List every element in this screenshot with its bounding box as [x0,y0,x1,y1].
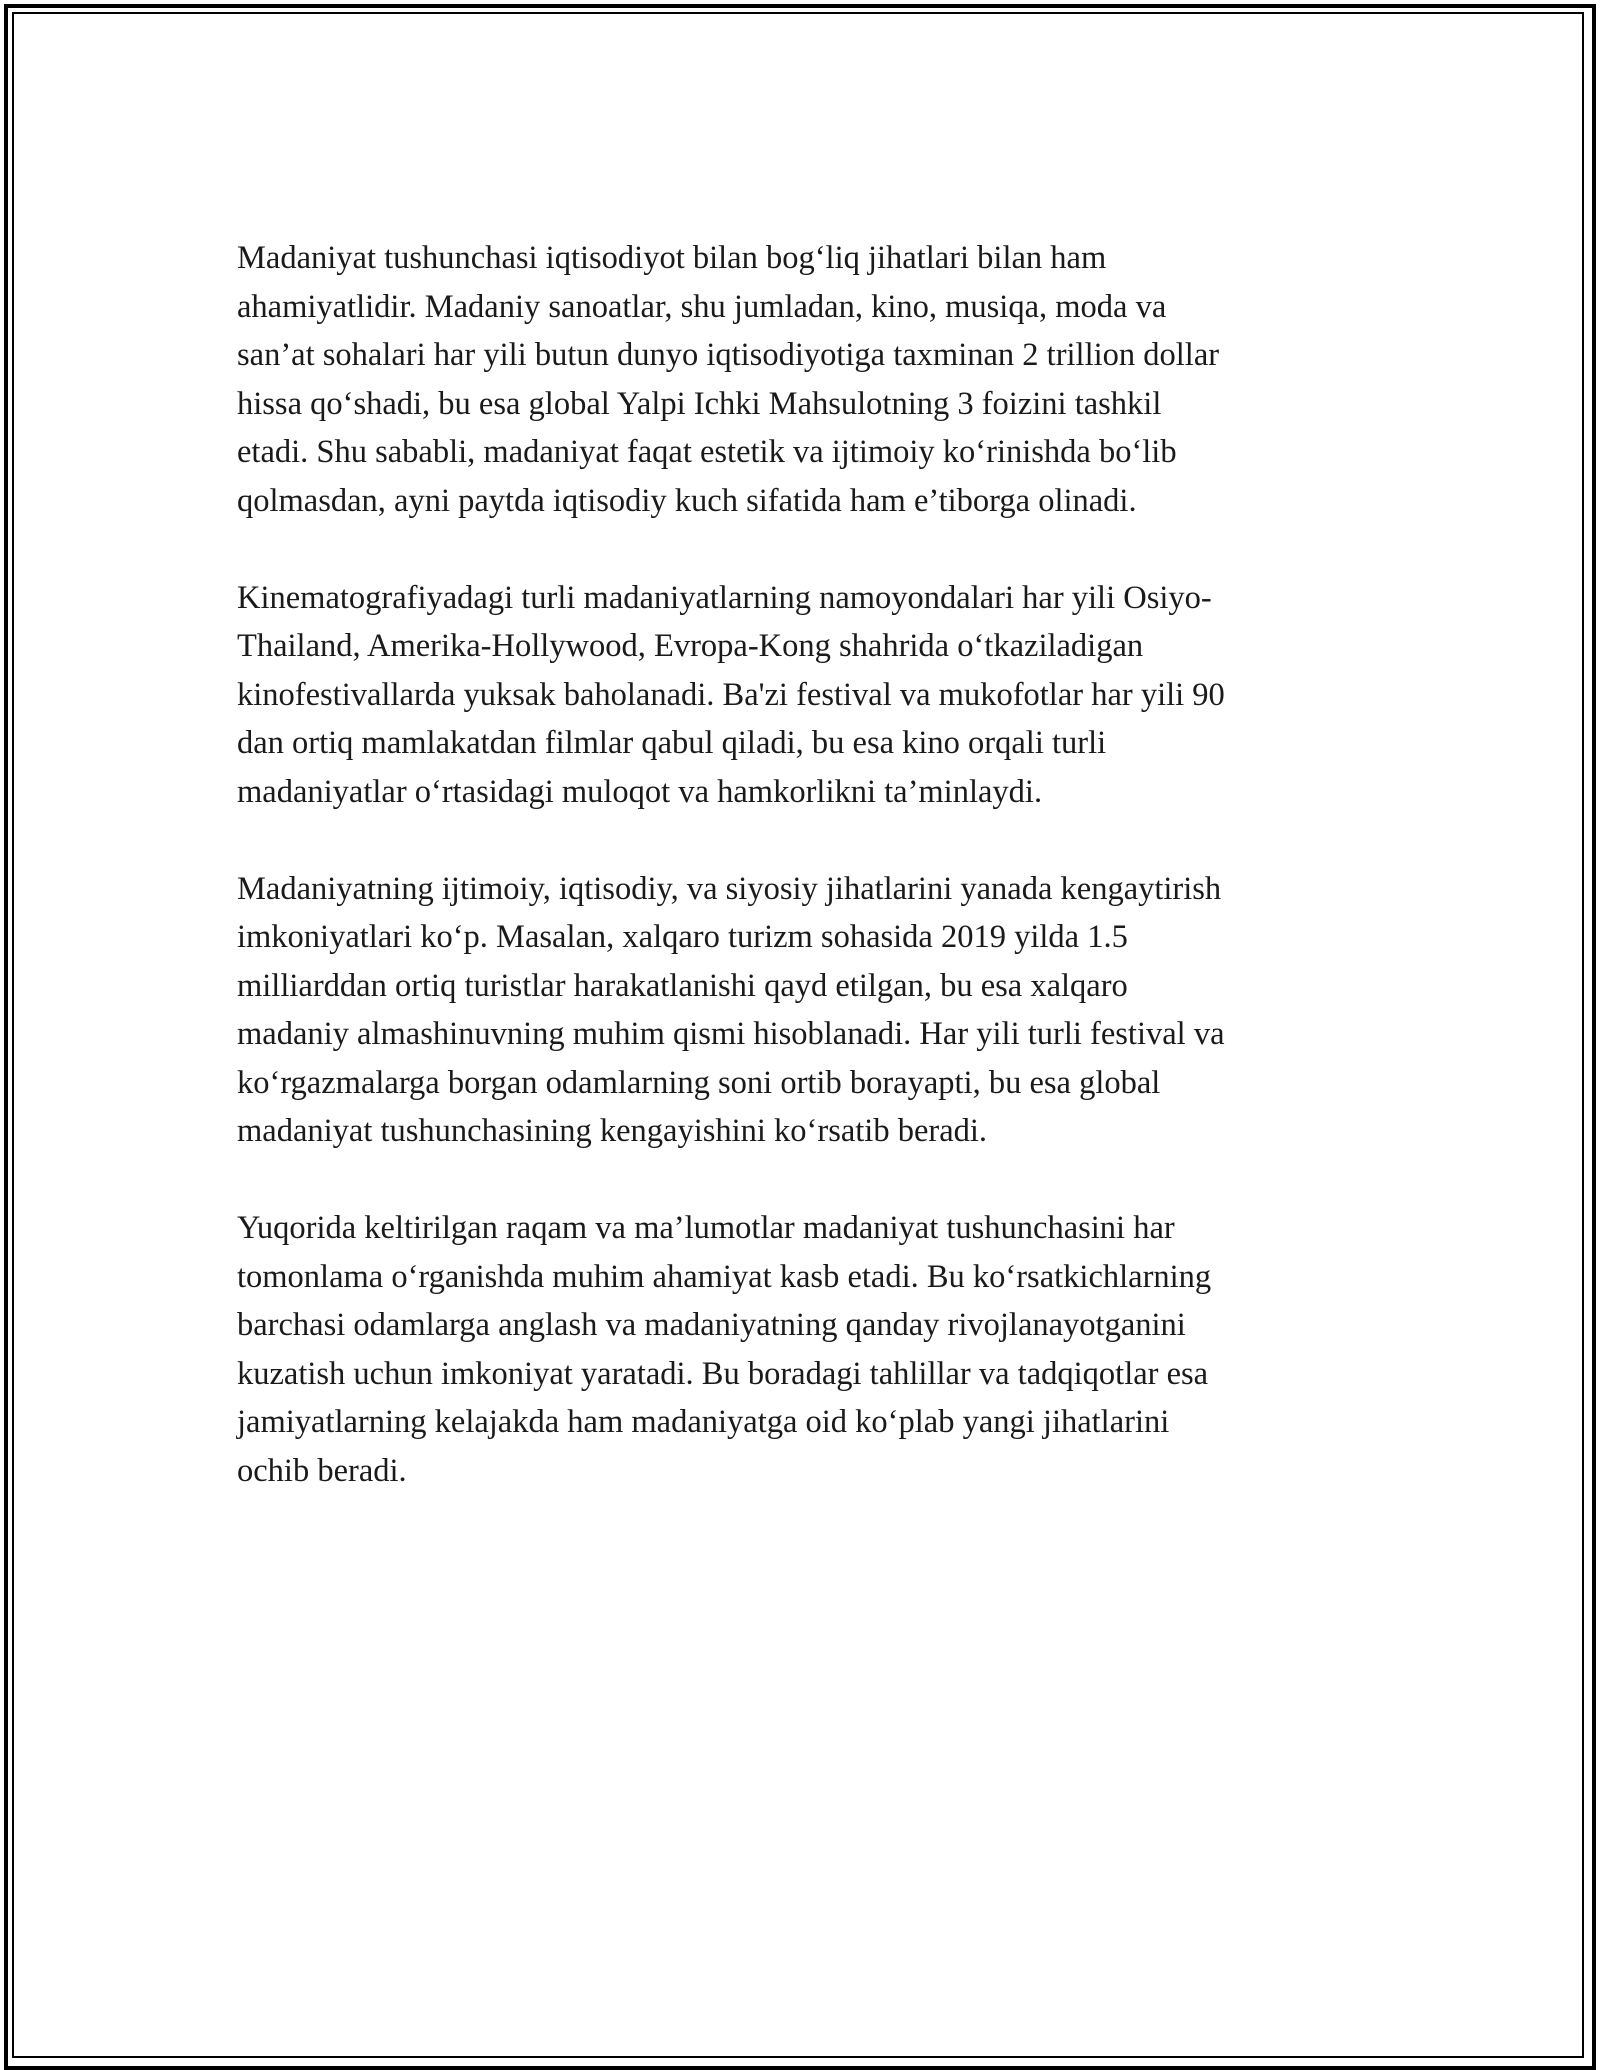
text-line: madaniy almashinuvning muhim qismi hisoblanadi. Har yili turli festival va [237,1016,1225,1052]
text-line: ochib beradi. [237,1452,407,1489]
text-line: madaniyatlar o‘rtasidagi muloqot va hamkorlikni ta’minlaydi. [237,773,1043,810]
text-line: tomonlama o‘rganishda muhim ahamiyat kasb etadi. Bu ko‘rsatkichlarning [237,1258,1212,1295]
text-line: Thailand, Amerika-Hollywood, Evropa-Kong shahrida o‘tkaziladigan [237,628,1144,664]
text-line: madaniyat tushunchasining kengayishini ko‘rsatib beradi. [237,1113,988,1149]
text-line: Yuqorida keltirilgan raqam va ma’lumotlar madaniyat tushunchasini har [237,1210,1175,1246]
text-line: hissa qo‘shadi, bu esa global Yalpi Ichki Mahsulotning 3 foizini tashkil [237,385,1162,422]
paragraph-2 [237,574,1377,817]
text-line: imkoniyatlari ko‘p. Masalan, xalqaro turizm sohasida 2019 yilda 1.5 [237,919,1128,955]
text-line: jamiyatlarning kelajakda ham madaniyatga oid ko‘plab yangi jihatlarini [237,1404,1170,1440]
text-line: Madaniyat tushunchasi iqtisodiyot bilan bog‘liq jihatlari bilan ham [237,240,1107,276]
paragraph-3 [237,865,1377,1156]
text-line: barchasi odamlarga anglash va madaniyatning qanday rivojlanayotganini [237,1307,1186,1343]
paragraph-1 [237,234,1377,525]
text-line: kuzatish uchun imkoniyat yaratadi. Bu boradagi tahlillar va tadqiqotlar esa [237,1355,1209,1392]
text-line: dan ortiq mamlakatdan filmlar qabul qiladi, bu esa kino orqali turli [237,725,1107,761]
document-body [237,234,1377,1495]
text-line: ko‘rgazmalarga borgan odamlarning soni ortib borayapti, bu esa global [237,1064,1161,1101]
text-line: qolmasdan, ayni paytda iqtisodiy kuch sifatida ham e’tiborga olinadi. [237,482,1137,519]
text-line: kinofestivallarda yuksak baholanadi. Ba'zi festival va mukofotlar har yili 90 [237,676,1225,713]
text-line: milliarddan ortiq turistlar harakatlanishi qayd etilgan, bu esa xalqaro [237,967,1128,1004]
paragraph-4 [237,1204,1377,1495]
text-line: Kinematografiyadagi turli madaniyatlarning namoyondalari har yili Osiyo- [237,579,1212,616]
text-line: etadi. Shu sababli, madaniyat faqat estetik va ijtimoiy ko‘rinishda bo‘lib [237,434,1177,470]
text-line: san’at sohalari har yili butun dunyo iqtisodiyotiga taxminan 2 trillion dollar [237,337,1220,373]
text-line: Madaniyatning ijtimoiy, iqtisodiy, va siyosiy jihatlarini yanada kengaytirish [237,870,1222,907]
text-line: ahamiyatlidir. Madaniy sanoatlar, shu jumladan, kino, musiqa, moda va [237,288,1167,325]
